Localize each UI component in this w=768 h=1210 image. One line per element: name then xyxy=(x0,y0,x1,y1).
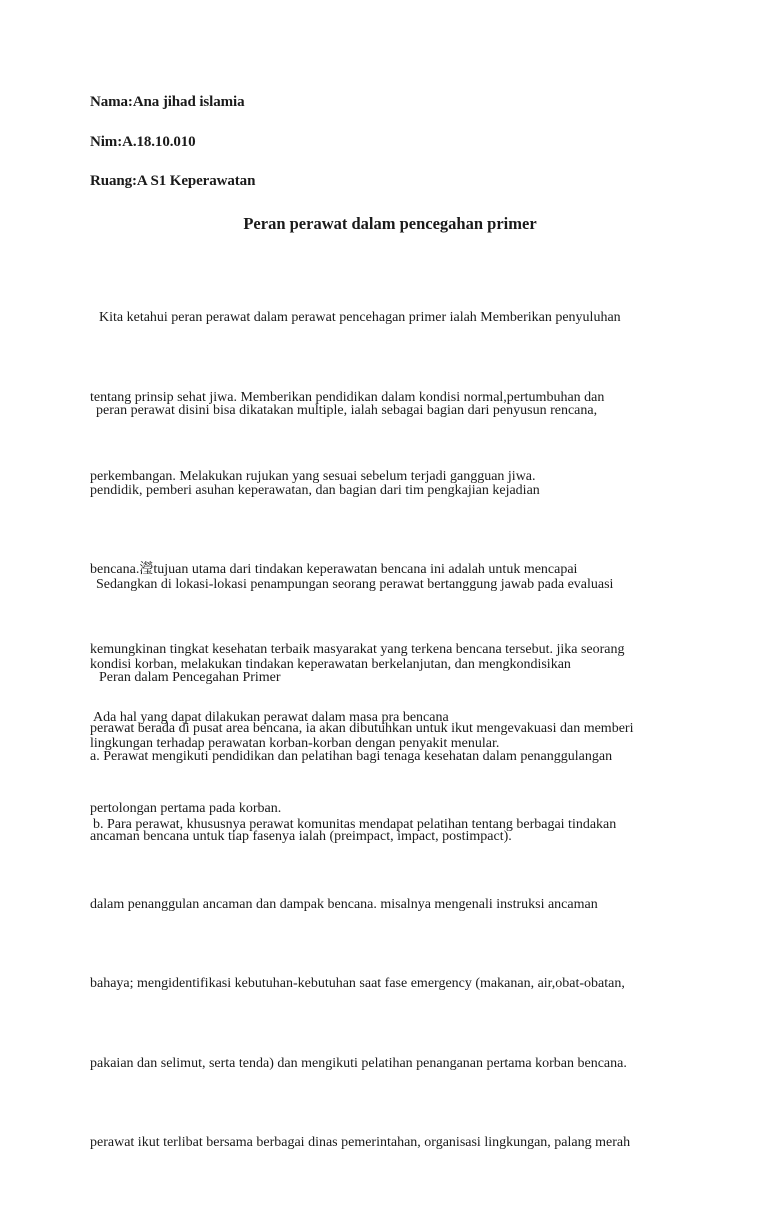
student-class: Ruang:A S1 Keperawatan xyxy=(90,173,256,189)
paragraph-line: perkembangan. Melakukan rujukan yang sesuai sebelum terjadi gangguan jiwa. xyxy=(90,469,536,484)
paragraph-line: a. Perawat mengikuti pendidikan dan pelatihan bagi tenaga kesehatan dalam penanggulangan xyxy=(90,749,613,764)
paragraph-line: ancaman bencana untuk tiap fasenya ialah (preimpact, impact, postimpact). xyxy=(90,828,512,844)
paragraph-line: pertolongan pertama pada korban. xyxy=(90,800,282,816)
paragraph-line: peran perawat disini bisa dikatakan multiple, ialah sebagai bagian dari penyusun rencana, xyxy=(96,403,598,418)
paragraph-line: Peran dalam Pencegahan Primer xyxy=(99,670,281,685)
student-name: Nama:Ana jihad islamia xyxy=(90,94,245,110)
paragraph-line: Ada hal yang dapat dilakukan perawat dalam masa pra bencana xyxy=(93,710,449,725)
paragraph-line: perawat ikut terlibat bersama berbagai dinas pemerintahan, organisasi lingkungan, palang merah xyxy=(90,1135,631,1150)
paragraph-line: kemungkinan tingkat kesehatan terbaik masyarakat yang terkena bencana tersebut. jika seorang xyxy=(90,641,625,657)
paragraph-line: tentang prinsip sehat jiwa. Memberikan pendidikan dalam kondisi normal,pertumbuhan dan xyxy=(90,389,605,405)
paragraph-7 xyxy=(90,759,690,1210)
paragraph-line: dalam penanggulan ancaman dan dampak bencana. misalnya mengenali instruksi ancaman xyxy=(90,896,598,912)
student-nim: Nim:A.18.10.010 xyxy=(90,134,196,150)
paragraph-line: Sedangkan di lokasi-lokasi penampungan seorang perawat bertanggung jawab pada evaluasi xyxy=(96,577,614,592)
paragraph-line: kondisi korban, melakukan tindakan keperawatan berkelanjutan, dan mengkondisikan xyxy=(90,656,571,672)
paragraph-line: pendidik, pemberi asuhan keperawatan, dan bagian dari tim pengkajian kejadian xyxy=(90,482,540,498)
paragraph-line: Kita ketahui peran perawat dalam perawat pencehagan primer ialah Memberikan penyuluhan xyxy=(99,310,621,325)
paragraph-line: lingkungan terhadap perawatan korban-korban dengan penyakit menular. xyxy=(90,736,500,751)
document-title: Peran perawat dalam pencegahan primer xyxy=(243,214,537,233)
document-page xyxy=(90,0,690,1150)
paragraph-line: bencana.瀅tujuan utama dari tindakan keperawatan bencana ini adalah untuk mencapai xyxy=(90,562,578,577)
paragraph-line: pakaian dan selimut, serta tenda) dan mengikuti pelatihan penanganan pertama korban bencana. xyxy=(90,1055,627,1071)
paragraph-line: b. Para perawat, khususnya perawat komunitas mendapat pelatihan tentang berbagai tindakan xyxy=(93,817,617,832)
paragraph-line: bahaya; mengidentifikasi kebutuhan-kebutuhan saat fase emergency (makanan, air,obat-obatan, xyxy=(90,976,625,991)
paragraph-line: perawat berada di pusat area bencana, ia akan dibutuhkan untuk ikut mengevakuasi dan memberi xyxy=(90,721,634,736)
